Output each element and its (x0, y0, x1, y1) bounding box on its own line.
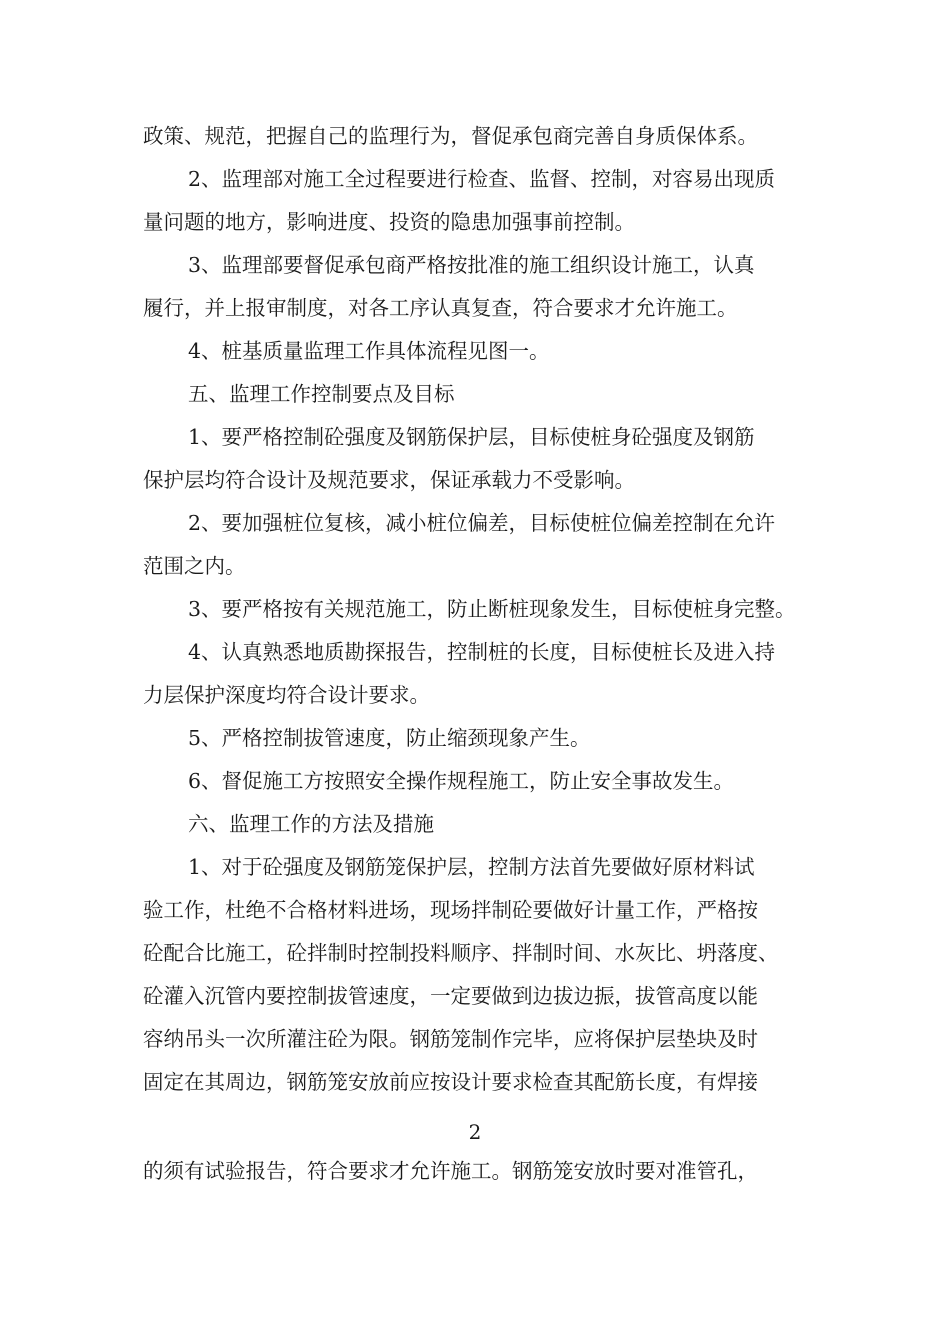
paragraph-line: 政策、规范，把握自己的监理行为，督促承包商完善自身质保体系。 (143, 124, 758, 148)
paragraph-line: 砼配合比施工，砼拌制时控制投料顺序、拌制时间、水灰比、坍落度、 (143, 941, 779, 965)
paragraph-line: 2、监理部对施工全过程要进行检查、监督、控制，对容易出现质 (188, 167, 776, 191)
paragraph-line: 3、要严格按有关规范施工，防止断桩现象发生，目标使桩身完整。 (188, 597, 796, 621)
paragraph-line: 4、认真熟悉地质勘探报告，控制桩的长度，目标使桩长及进入持 (188, 640, 776, 664)
paragraph-line: 保护层均符合设计及规范要求，保证承载力不受影响。 (143, 468, 635, 492)
paragraph-line: 验工作，杜绝不合格材料进场，现场拌制砼要做好计量工作，严格按 (143, 898, 758, 922)
section-heading: 五、监理工作控制要点及目标 (188, 382, 455, 406)
paragraph-line: 3、监理部要督促承包商严格按批准的施工组织设计施工，认真 (188, 253, 755, 277)
paragraph-line: 范围之内。 (143, 554, 246, 578)
paragraph-line: 量问题的地方，影响进度、投资的隐患加强事前控制。 (143, 210, 635, 234)
paragraph-line: 容纳吊头一次所灌注砼为限。钢筋笼制作完毕，应将保护层垫块及时 (143, 1027, 758, 1051)
paragraph-line: 2、要加强桩位复核，减小桩位偏差，目标使桩位偏差控制在允许 (188, 511, 776, 535)
paragraph-line: 6、督促施工方按照安全操作规程施工，防止安全事故发生。 (188, 769, 735, 793)
paragraph-line: 4、桩基质量监理工作具体流程见图一。 (188, 339, 550, 363)
paragraph-line: 1、对于砼强度及钢筋笼保护层，控制方法首先要做好原材料试 (188, 855, 755, 879)
paragraph-line: 力层保护深度均符合设计要求。 (143, 683, 430, 707)
paragraph-line: 砼灌入沉管内要控制拔管速度，一定要做到边拔边振，拔管高度以能 (143, 984, 758, 1008)
paragraph-line: 固定在其周边，钢筋笼安放前应按设计要求检查其配筋长度，有焊接 (143, 1070, 758, 1094)
paragraph-line: 1、要严格控制砼强度及钢筋保护层，目标使桩身砼强度及钢筋 (188, 425, 755, 449)
next-page-line: 的须有试验报告，符合要求才允许施工。钢筋笼安放时要对准管孔， (143, 1159, 758, 1183)
paragraph-line: 履行，并上报审制度，对各工序认真复查，符合要求才允许施工。 (143, 296, 738, 320)
paragraph-line: 5、严格控制拔管速度，防止缩颈现象产生。 (188, 726, 591, 750)
section-heading: 六、监理工作的方法及措施 (188, 812, 434, 836)
page-number: 2 (468, 1120, 482, 1144)
